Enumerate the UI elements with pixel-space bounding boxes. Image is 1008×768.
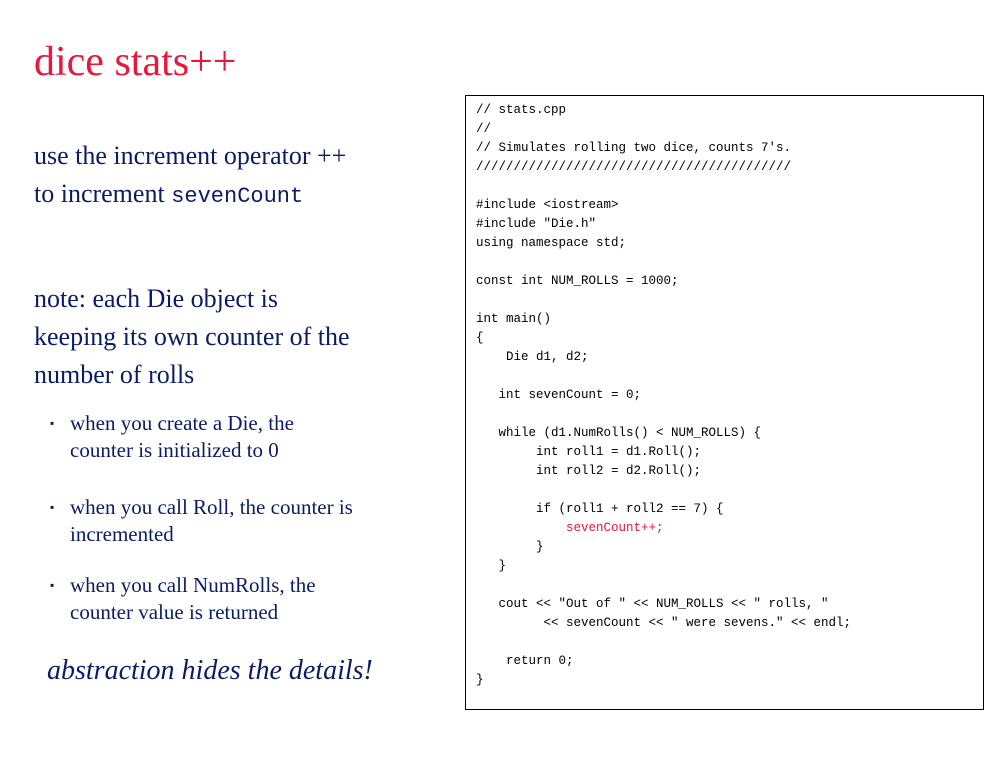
code-line: // stats.cpp bbox=[476, 103, 567, 117]
code-line: if (roll1 + roll2 == 7) { bbox=[476, 502, 724, 516]
code-line: { bbox=[476, 331, 484, 345]
bullet-text-line-2: counter value is returned bbox=[70, 600, 279, 624]
code-line bbox=[476, 367, 851, 386]
code-line bbox=[476, 177, 851, 196]
code-line: int roll2 = d2.Roll(); bbox=[476, 464, 702, 478]
code-line: } bbox=[476, 559, 507, 573]
code-listing-box bbox=[465, 95, 984, 710]
bullet-item bbox=[50, 494, 440, 548]
increment-paragraph bbox=[34, 137, 346, 216]
bullet-square-icon: ▪ bbox=[50, 500, 55, 514]
increment-line-2 bbox=[34, 175, 346, 216]
note-line-1: note: each Die object is bbox=[34, 284, 279, 313]
bullet-square-icon: ▪ bbox=[50, 416, 55, 430]
code-line: ////////////////////////////////////////// bbox=[476, 160, 792, 174]
code-line: cout << "Out of " << NUM_ROLLS << " rolls, " bbox=[476, 597, 829, 611]
bullet-square-icon: ▪ bbox=[50, 578, 55, 592]
code-line bbox=[476, 633, 851, 652]
code-line bbox=[476, 405, 851, 424]
bullet-text-line-1: when you call NumRolls, the bbox=[70, 573, 316, 597]
code-line: int roll1 = d1.Roll(); bbox=[476, 445, 702, 459]
bullet-item bbox=[50, 410, 440, 464]
code-line: int main() bbox=[476, 312, 552, 326]
seven-count-code-inline: sevenCount bbox=[171, 184, 304, 209]
bullet-text-line-2: incremented bbox=[70, 522, 174, 546]
code-line bbox=[476, 576, 851, 595]
code-line: return 0; bbox=[476, 654, 574, 668]
code-line: while (d1.NumRolls() < NUM_ROLLS) { bbox=[476, 426, 762, 440]
code-line: << sevenCount << " were sevens." << endl; bbox=[476, 616, 852, 630]
slide-title: dice stats++ bbox=[34, 39, 237, 85]
bullet-text-line-2: counter is initialized to 0 bbox=[70, 438, 279, 462]
code-line: const int NUM_ROLLS = 1000; bbox=[476, 274, 679, 288]
bullet-text-line-1: when you create a Die, the bbox=[70, 411, 294, 435]
bullet-item bbox=[50, 572, 440, 626]
code-line: } bbox=[476, 673, 484, 687]
code-line-highlighted: sevenCount++; bbox=[476, 521, 664, 535]
increment-line-2-text: to increment bbox=[34, 179, 172, 208]
code-line: // Simulates rolling two dice, counts 7's. bbox=[476, 141, 792, 155]
bullet-text-line-1: when you call Roll, the counter is bbox=[70, 495, 353, 519]
code-line bbox=[476, 291, 851, 310]
note-line-2: keeping its own counter of the bbox=[34, 322, 350, 351]
code-line: } bbox=[476, 540, 544, 554]
code-listing bbox=[476, 101, 851, 690]
code-line: int sevenCount = 0; bbox=[476, 388, 642, 402]
code-line: // bbox=[476, 122, 492, 136]
note-paragraph bbox=[34, 280, 350, 394]
code-line: Die d1, d2; bbox=[476, 350, 589, 364]
code-line bbox=[476, 253, 851, 272]
code-line: #include "Die.h" bbox=[476, 217, 597, 231]
code-line: using namespace std; bbox=[476, 236, 627, 250]
increment-line-1: use the increment operator ++ bbox=[34, 141, 347, 170]
code-line bbox=[476, 481, 851, 500]
abstraction-emphasis: abstraction hides the details! bbox=[47, 655, 373, 686]
code-line: #include <iostream> bbox=[476, 198, 619, 212]
note-line-3: number of rolls bbox=[34, 360, 195, 389]
